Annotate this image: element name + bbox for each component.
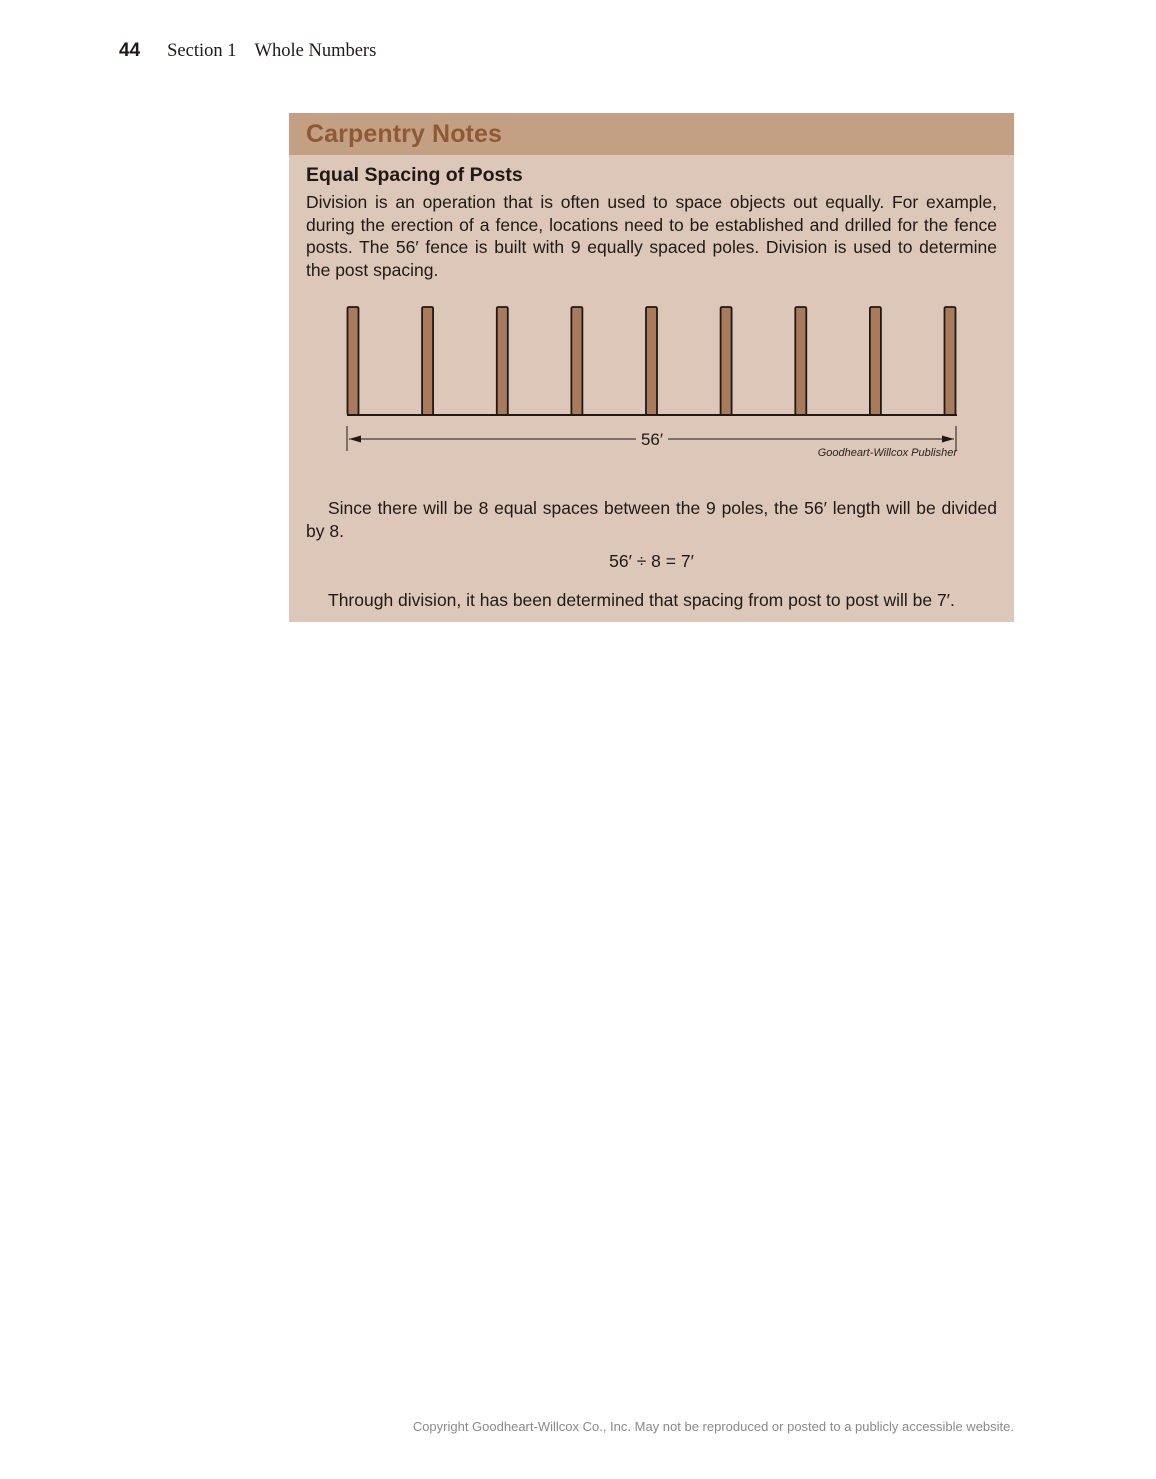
explanation-paragraph: Since there will be 8 equal spaces between the 9 poles, the 56′ length will be divided by 8. (306, 497, 997, 541)
copyright-notice: Copyright Goodheart-Willcox Co., Inc. May not be reproduced or posted to a publicly accessible website. (412, 1419, 1014, 1434)
fence-post (646, 307, 657, 415)
intro-paragraph: Division is an operation that is often used to space objects out equally. For example, during the erection of a fence, locations need to be established and drilled for the fence posts. The 56′ fence is built with 9 equally spaced poles. Division is used to determine the post spacing. (306, 192, 997, 281)
carpentry-notes-box (289, 113, 1014, 622)
fence-post (945, 307, 956, 415)
section-label: Section 1 (167, 41, 237, 61)
notes-header (289, 113, 1014, 155)
running-head (119, 40, 376, 68)
fence-post (721, 307, 732, 415)
notes-box-title: Carpentry Notes (306, 119, 502, 148)
division-equation: 56′ ÷ 8 = 7′ (609, 551, 694, 572)
fence-post (348, 307, 359, 415)
notes-heading: Equal Spacing of Posts (306, 164, 523, 186)
fence-figure (306, 299, 997, 487)
chapter-title: Whole Numbers (254, 41, 377, 61)
conclusion-paragraph: Through division, it has been determined that spacing from post to post will be 7′. (328, 590, 955, 611)
dimension-arrow-right (942, 435, 954, 442)
fence-post (795, 307, 806, 415)
fence-post (497, 307, 508, 415)
fence-post (870, 307, 881, 415)
fence-post (571, 307, 582, 415)
notes-body (289, 163, 1014, 612)
page-number: 44 (119, 40, 141, 61)
fence-diagram (306, 299, 997, 459)
dimension-arrow-left (349, 435, 361, 442)
posts-group (348, 307, 956, 415)
figure-credit: Goodheart-Willcox Publisher (817, 446, 957, 459)
fence-post (422, 307, 433, 415)
dimension-label: 56′ (640, 429, 664, 449)
